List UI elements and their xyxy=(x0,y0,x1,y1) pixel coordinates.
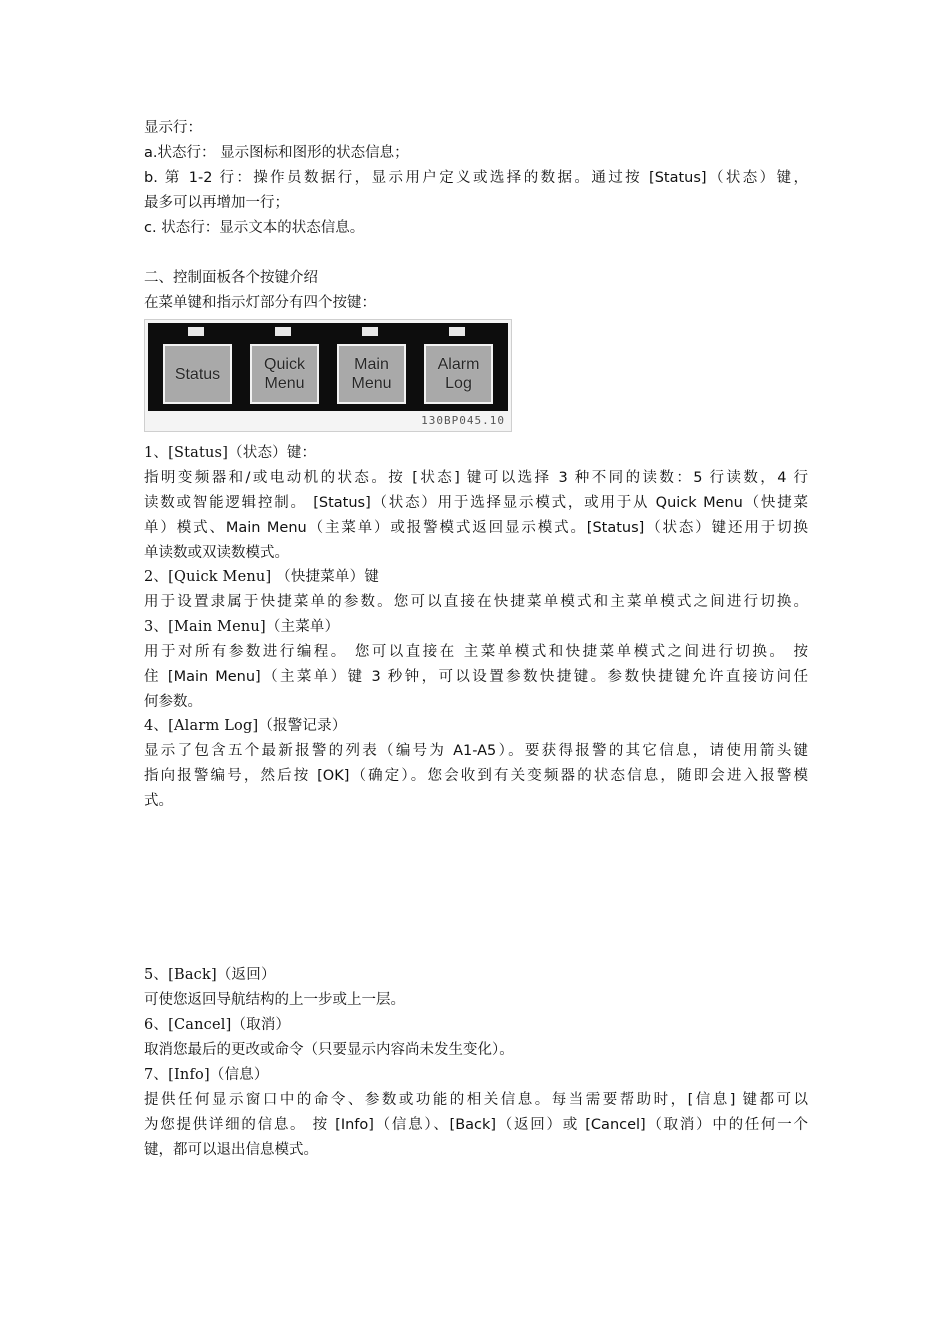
info-desc-line: 键，都可以退出信息模式。 xyxy=(144,1142,318,1158)
info-heading: 7、[Info]（信息） xyxy=(144,1067,269,1083)
main-menu-key xyxy=(337,344,406,404)
alarm-log-heading: 4、[Alarm Log]（报警记录） xyxy=(144,718,347,734)
display-line-b2: 最多可以再增加一行； xyxy=(144,195,289,211)
section2-intro: 在菜单键和指示灯部分有四个按键： xyxy=(144,295,376,311)
keypad-figure xyxy=(144,319,512,432)
display-line-c: c. 状态行：显示文本的状态信息。 xyxy=(144,220,365,236)
section2-heading: 二、控制面板各个按键介绍 xyxy=(144,270,318,286)
alarm-log-desc-line: 显示了包含五个最新报警的列表（编号为 A1-A5）。要获得报警的其它信息，请使用箭头键 xyxy=(144,743,808,759)
display-line-a: a.状态行： 显示图标和图形的状态信息； xyxy=(144,145,409,161)
info-desc-line: 提供任何显示窗口中的命令、参数或功能的相关信息。每当需要帮助时，[信息] 键都可以 xyxy=(144,1092,808,1108)
cancel-desc-line: 取消您最后的更改或命令（只要显示内容尚未发生变化）。 xyxy=(144,1042,514,1058)
main-menu-key-label-1: Main xyxy=(354,356,389,373)
back-desc-line: 可使您返回导航结构的上一步或上一层。 xyxy=(144,992,405,1008)
status-key-heading: 1、[Status]（状态）键： xyxy=(144,445,317,461)
display-section-title: 显示行： xyxy=(144,120,202,136)
status-desc-line: 单）模式、Main Menu（主菜单）或报警模式返回显示模式。[Status]（状态）键还用于切换 xyxy=(144,520,808,536)
indicator-led xyxy=(449,327,465,336)
figure-code: 130BP045.10 xyxy=(421,414,505,427)
status-desc-line: 读数或智能逻辑控制。 [Status]（状态）用于选择显示模式，或用于从 Quick Menu（快捷菜 xyxy=(144,495,808,511)
quick-menu-heading: 2、[Quick Menu] （快捷菜单）键 xyxy=(144,569,380,585)
status-key-label: Status xyxy=(174,365,221,383)
quick-menu-key-label-2: Menu xyxy=(264,375,305,392)
indicator-led xyxy=(362,327,378,336)
status-desc-line: 指明变频器和/或电动机的状态。按 [状态] 键可以选择 3 种不同的读数：5 行读数，4 行 xyxy=(144,470,808,486)
quick-menu-key-label-1: Quick xyxy=(264,356,305,373)
main-menu-desc-line: 用于对所有参数进行编程。 您可以直接在 主菜单模式和快捷菜单模式之间进行切换。 按 xyxy=(144,644,808,660)
status-desc-line: 单读数或双读数模式。 xyxy=(144,545,289,561)
main-menu-desc-line: 何参数。 xyxy=(144,694,202,710)
keypad-panel xyxy=(148,323,508,411)
info-desc-line: 为您提供详细的信息。 按 [Info]（信息）、[Back]（返回）或 [Cancel]（取消）中的任何一个 xyxy=(144,1117,808,1133)
alarm-log-key xyxy=(424,344,493,404)
cancel-heading: 6、[Cancel]（取消） xyxy=(144,1017,291,1033)
main-menu-key-label-2: Menu xyxy=(351,375,392,392)
status-key xyxy=(163,344,232,404)
quick-menu-desc-line: 用于设置隶属于快捷菜单的参数。您可以直接在快捷菜单模式和主菜单模式之间进行切换。 xyxy=(144,594,808,610)
alarm-log-desc-line: 指向报警编号，然后按 [OK]（确定）。您会收到有关变频器的状态信息，随即会进入报警模 xyxy=(144,768,808,784)
display-line-b1: b. 第 1-2 行：操作员数据行，显示用户定义或选择的数据。通过按 [Status]（状态）键， xyxy=(144,170,808,186)
main-menu-heading: 3、[Main Menu]（主菜单） xyxy=(144,619,340,635)
alarm-log-desc-line: 式。 xyxy=(144,793,173,809)
back-heading: 5、[Back]（返回） xyxy=(144,967,276,983)
indicator-led xyxy=(188,327,204,336)
alarm-log-key-label-2: Log xyxy=(445,375,472,392)
quick-menu-key xyxy=(250,344,319,404)
alarm-log-key-label-1: Alarm xyxy=(437,356,480,373)
indicator-led xyxy=(275,327,291,336)
main-menu-desc-line: 住 [Main Menu]（主菜单）键 3 秒钟，可以设置参数快捷键。参数快捷键允许直接访问任 xyxy=(144,669,808,685)
